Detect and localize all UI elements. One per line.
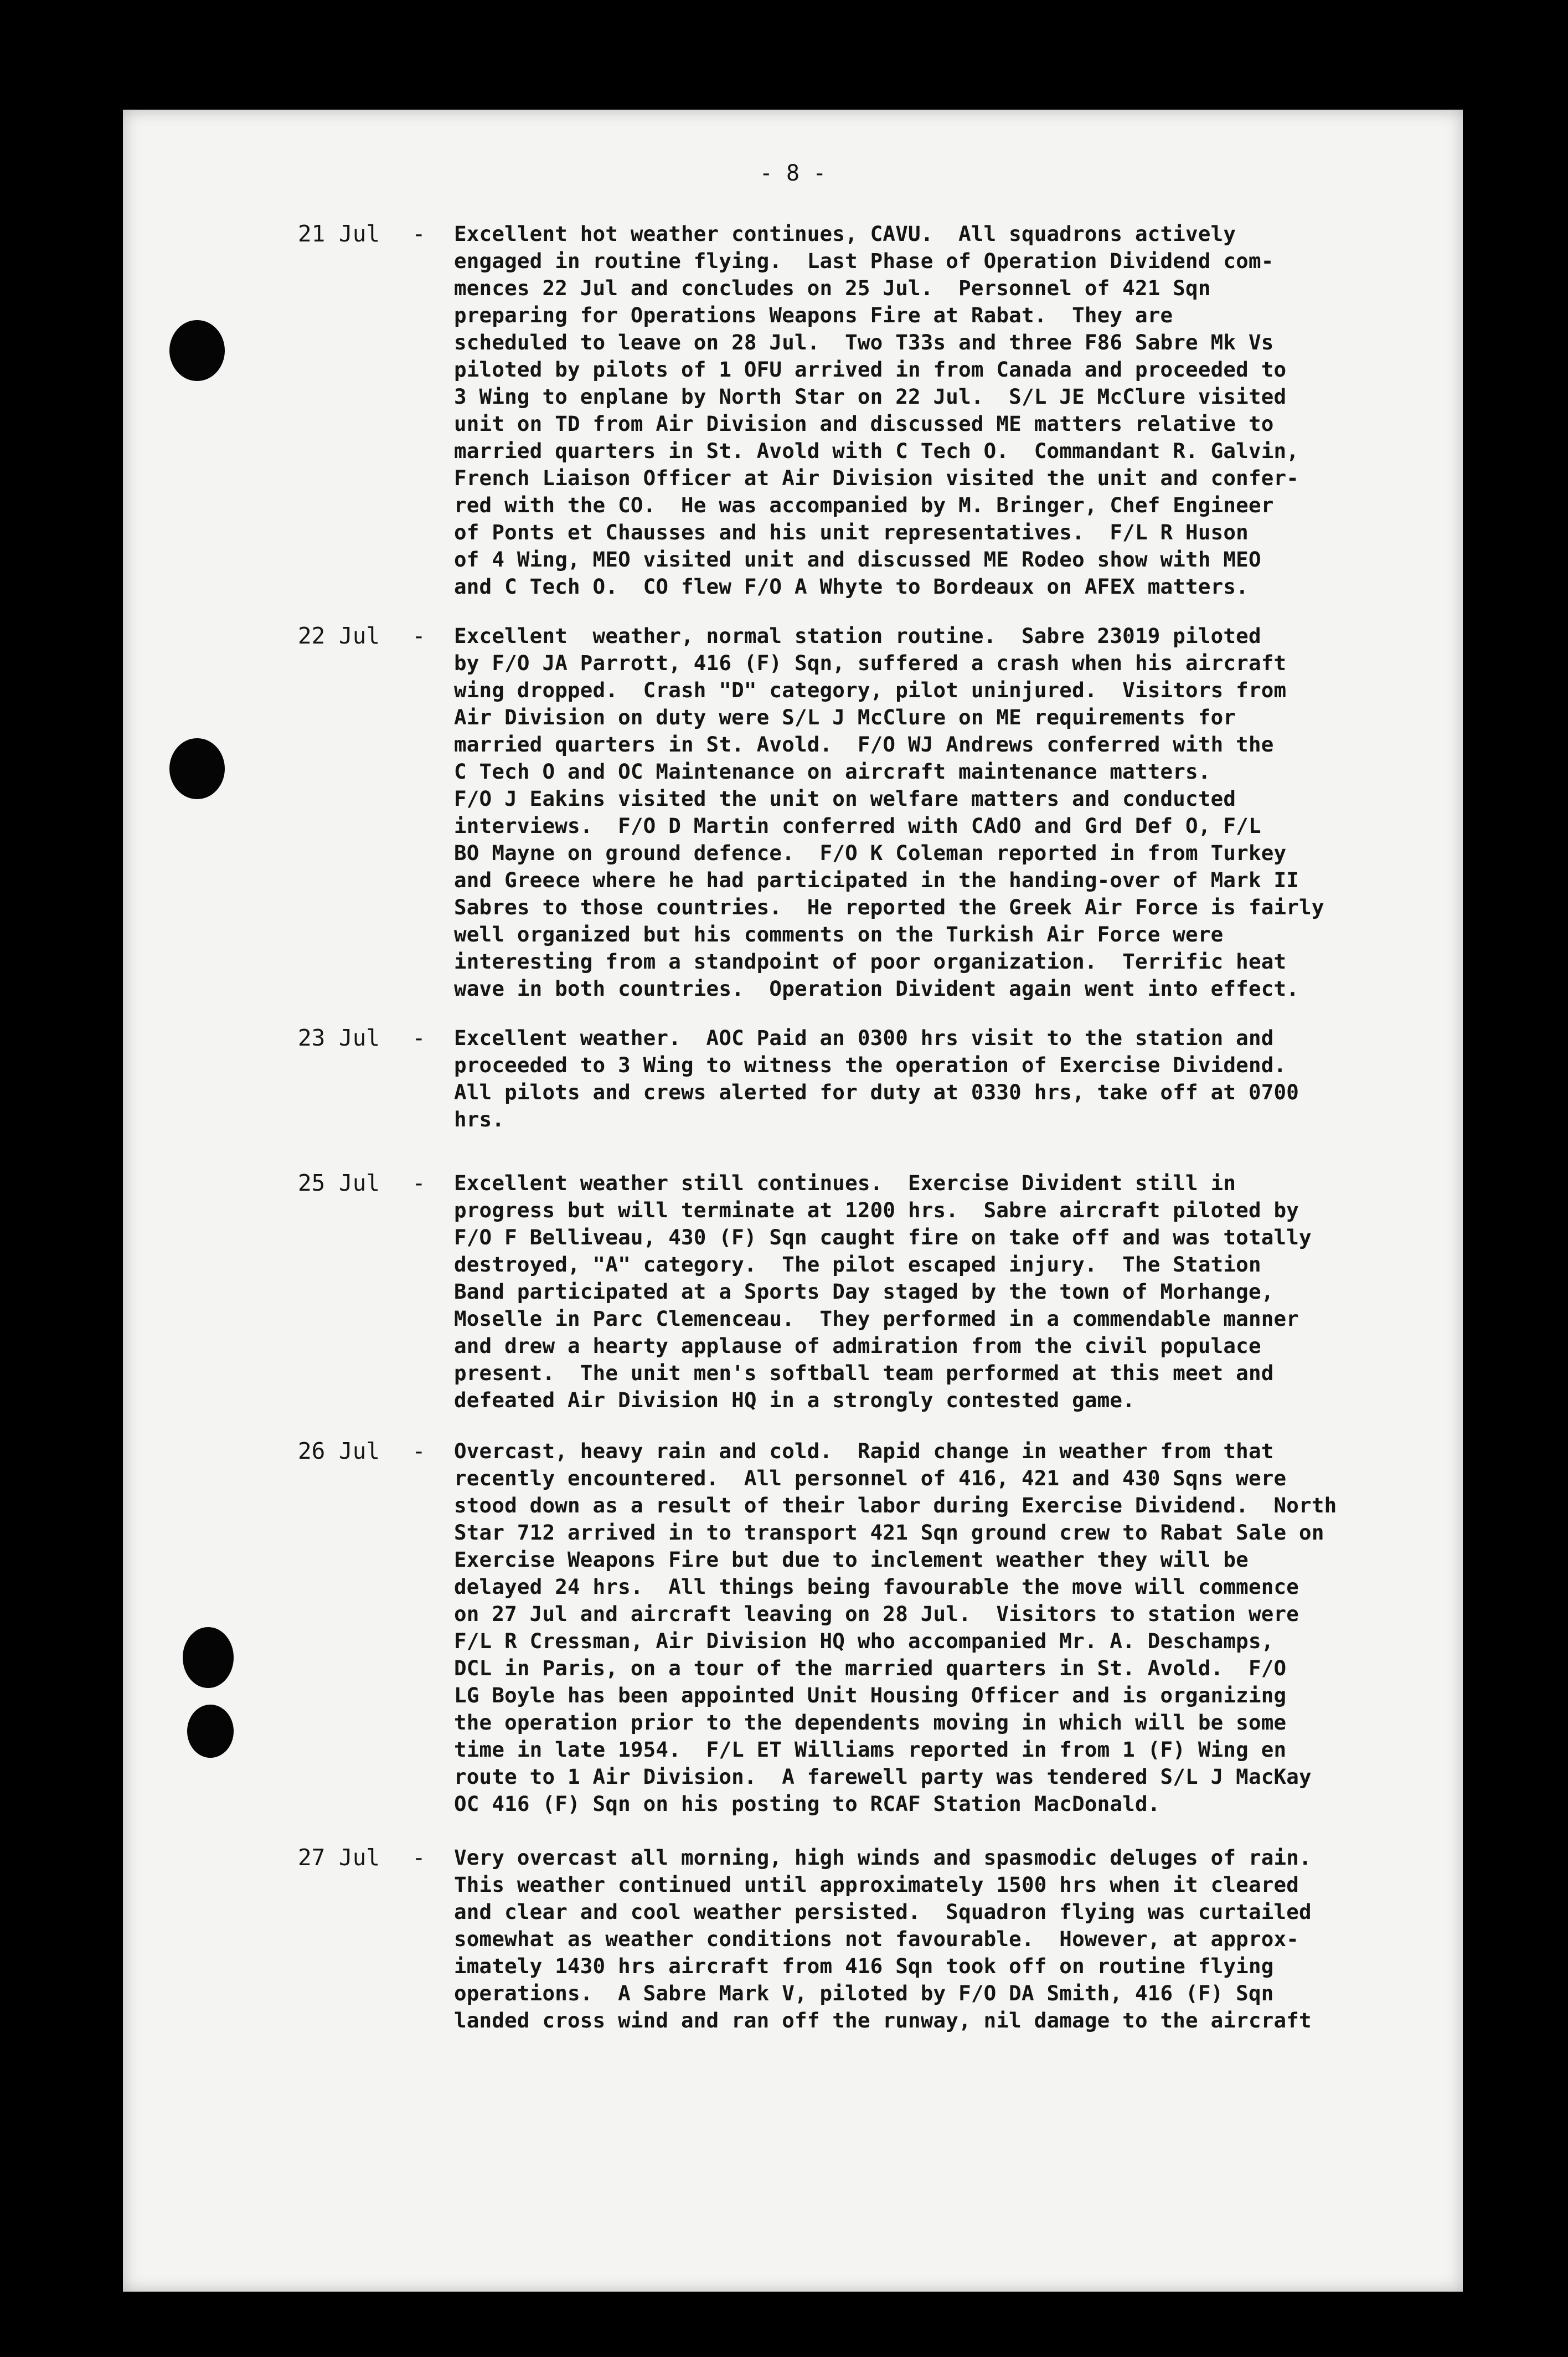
entry-text: Excellent weather, normal station routine. Sabre 23019 piloted by F/O JA Parrott, 416 (F) Sqn, suffered a crash when his aircraft wing dropped. Crash "D" category, pilot uninjured. Visitors from Air Division on duty were S/L J McClure on ME requirements for married quarters in St. Avold. F/O WJ Andrews conferred with the C Tech O and OC Maintenance on aircraft maintenance matters. F/O J Eakins visited the unit on welfare matters and conducted interviews. F/O D Martin conferred with CAdO and Grd Def O, F/L BO Mayne on ground defence. F/O K Coleman reported in from Turkey and Greece where he had participated in the handing-over of Mark II Sabres to those countries. He reported the Greek Air Force is fairly well organized but his comments on the Turkish Air Force were interesting from a standpoint of poor organization. Terrific heat wave in both countries. Operation Divident again went into effect.: [454, 624, 1324, 1001]
entry-dash: -: [412, 1170, 426, 1196]
entry-date: 22 Jul: [298, 622, 380, 649]
entry-date: 26 Jul: [298, 1438, 380, 1464]
entry-date: 23 Jul: [298, 1025, 380, 1051]
entry-text: Excellent hot weather continues, CAVU. All squadrons actively engaged in routine flying. Last Phase of Operation Dividend com- mences 22 Jul and concludes on 25 Jul. Personnel of 421 Sqn preparing for Operations Weapons Fire at Rabat. They are scheduled to leave on 28 Jul. Two T33s and three F86 Sabre Mk Vs piloted by pilots of 1 OFU arrived in from Canada and proceeded to 3 Wing to enplane by North Star on 22 Jul. S/L JE McClure visited unit on TD from Air Division and discussed ME matters relative to married quarters in St. Avold with C Tech O. Commandant R. Galvin, French Liaison Officer at Air Division visited the unit and confer- red with the CO. He was accompanied by M. Bringer, Chef Engineer of Ponts et Chausses and his unit representatives. F/L R Huson of 4 Wing, MEO visited unit and discussed ME Rodeo show with MEO and C Tech O. CO flew F/O A Whyte to Bordeaux on AFEX matters.: [454, 222, 1299, 599]
entry-dash: -: [412, 1025, 426, 1051]
entry-date: 21 Jul: [298, 220, 380, 247]
entry-dash: -: [412, 1844, 426, 1871]
punch-hole-bottom: [183, 1627, 234, 1688]
punch-hole-top: [169, 320, 225, 381]
entry-text: Very overcast all morning, high winds and spasmodic deluges of rain. This weather continued until approximately 1500 hrs when it cleared and clear and cool weather persisted. Squadron flying was curtailed somewhat as weather conditions not favourable. However, at approx- imately 1430 hrs aircraft from 416 Sqn took off on routine flying operations. A Sabre Mark V, piloted by F/O DA Smith, 416 (F) Sqn landed cross wind and ran off the runway, nil damage to the aircraft: [454, 1845, 1312, 2032]
document-page: [123, 110, 1463, 2292]
entry-dash: -: [412, 1438, 426, 1464]
entry-text: Excellent weather. AOC Paid an 0300 hrs visit to the station and proceeded to 3 Wing to witness the operation of Exercise Dividend. All pilots and crews alerted for duty at 0330 hrs, take off at 0700 hrs.: [454, 1026, 1299, 1131]
entry-dash: -: [412, 622, 426, 649]
punch-hole-middle: [169, 738, 225, 799]
entry-text: Overcast, heavy rain and cold. Rapid change in weather from that recently encountered. All personnel of 416, 421 and 430 Sqns were stood down as a result of their labor during Exercise Dividend. North Star 712 arrived in to transport 421 Sqn ground crew to Rabat Sale on Exercise Weapons Fire but due to inclement weather they will be delayed 24 hrs. All things being favourable the move will commence on 27 Jul and aircraft leaving on 28 Jul. Visitors to station were F/L R Cressman, Air Division HQ who accompanied Mr. A. Deschamps, DCL in Paris, on a tour of the married quarters in St. Avold. F/O LG Boyle has been appointed Unit Housing Officer and is organizing the operation prior to the dependents moving in which will be some time in late 1954. F/L ET Williams reported in from 1 (F) Wing en route to 1 Air Division. A farewell party was tendered S/L J MacKay OC 416 (F) Sqn on his posting to RCAF Station MacDonald.: [454, 1439, 1337, 1816]
entry-date: 27 Jul: [298, 1844, 380, 1871]
entry-dash: -: [412, 220, 426, 247]
entry-text: Excellent weather still continues. Exercise Divident still in progress but will terminate at 1200 hrs. Sabre aircraft piloted by F/O F Belliveau, 430 (F) Sqn caught fire on take off and was totally destroyed, "A" category. The pilot escaped injury. The Station Band participated at a Sports Day staged by the town of Morhange, Moselle in Parc Clemenceau. They performed in a commendable manner and drew a hearty applause of admiration from the civil populace present. The unit men's softball team performed at this meet and defeated Air Division HQ in a strongly contested game.: [454, 1171, 1312, 1412]
entry-date: 25 Jul: [298, 1170, 380, 1196]
page-number: - 8 -: [759, 161, 827, 186]
punch-hole-bottom-lower: [187, 1705, 234, 1758]
